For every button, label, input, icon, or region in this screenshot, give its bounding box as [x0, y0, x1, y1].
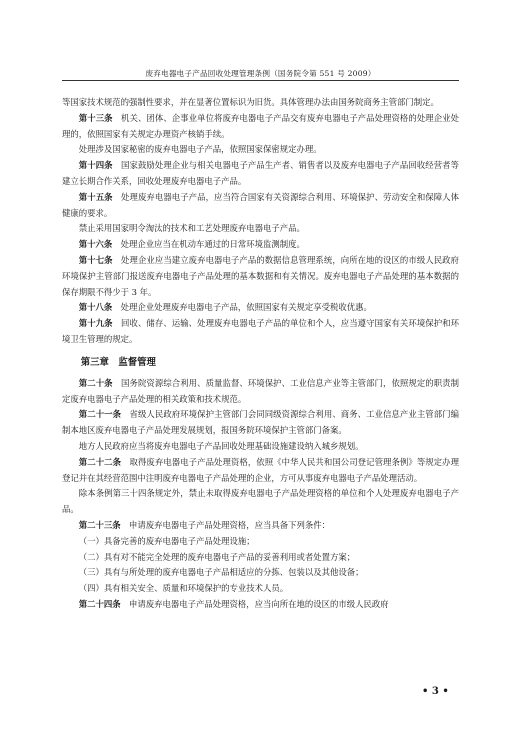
article-number: 第十六条	[78, 239, 113, 250]
header-title: 废弃电器电子产品回收处理管理条例	[145, 69, 271, 78]
chapter-title: 监督管理	[118, 356, 156, 368]
article-number: 第十九条	[78, 318, 113, 329]
article-number: 第十五条	[78, 191, 113, 202]
header-source: （国务院令第 551 号 2009）	[270, 69, 376, 78]
chapter-number: 第三章	[80, 356, 109, 368]
article-19: 第十九条 回收、储存、运输、处理废弃电器电子产品的单位和个人，应当遵守国家有关环境保护和环境卫生管理的规定。	[62, 318, 460, 344]
running-header	[62, 68, 459, 79]
article-14: 第十四条 国家鼓励处理企业与相关电器电子产品生产者、销售者以及废弃电器电子产品回收经营者等建立长期合作关系，回收处理废弃电器电子产品。	[62, 160, 460, 186]
article-13: 第十三条 机关、团体、企事业单位将废弃电器电子产品交有废弃电器电子产品处理资格的处理企业处理的，依照国家有关规定办理资产核销手续。	[62, 112, 460, 139]
list-item: （三）具有与所处理的废弃电器电子产品相适应的分拣、包装以及其他设备；	[78, 567, 364, 578]
list-item: （四）具有相关安全、质量和环境保护的专业技术人员。	[78, 583, 289, 594]
page-number: • 3 •	[422, 686, 449, 697]
article-number: 第十七条	[78, 254, 113, 265]
article-number: 第二十二条	[78, 456, 122, 467]
chapter-heading	[62, 354, 459, 372]
paragraph: 禁止采用国家明令淘汰的技术和工艺处理废弃电器电子产品。	[78, 223, 305, 234]
article-number: 第二十一条	[78, 409, 122, 420]
article-number: 第二十条	[78, 377, 113, 388]
article-number: 第二十四条	[78, 598, 121, 609]
article-15: 第十五条 处理废弃电器电子产品，应当符合国家有关资源综合利用、环境保护、劳动安全和保障人体健康的要求。	[62, 191, 460, 218]
list-item: （一）具备完善的废弃电器电子产品处理设施；	[78, 535, 255, 546]
paragraph: 除本条例第三十四条规定外，禁止未取得废弃电器电子产品处理资格的单位和个人处理废弃电器电子产品。	[62, 488, 459, 515]
article-17: 第十七条 处理企业应当建立废弃电器电子产品的数据信息管理系统，向所在地的设区的市级人民政府环境保护主管部门报送废弃电器电子产品处理的基本数据和有关情况。废弃电器电子产品处理的基本数据的保存期限不得少于 3 年。	[62, 254, 460, 297]
article-number: 第十八条	[78, 302, 113, 313]
article-number: 第十四条	[78, 160, 113, 171]
article-18: 第十八条 处理企业处理废弃电器电子产品，依照国家有关规定享受税收优惠。	[78, 302, 372, 313]
list-item: （二）具有对不能完全处理的废弃电器电子产品的妥善利用或者处置方案；	[78, 551, 356, 562]
article-23: 第二十三条 申请废弃电器电子产品处理资格，应当具备下列条件：	[78, 519, 331, 530]
paragraph: 地方人民政府应当将废弃电器电子产品回收处理基础设施建设纳入城乡规划。	[78, 440, 364, 451]
article-16: 第十六条 处理企业应当在机动车通过的日常环境监测制度。	[78, 239, 305, 250]
article-21: 第二十一条 省级人民政府环境保护主管部门会同同级资源综合利用、商务、工业信息产业主管部门编制本地区废弃电器电子产品处理发展规划，报国务院环境保护主管部门备案。	[62, 409, 460, 436]
article-number: 第十三条	[78, 112, 113, 123]
article-number: 第二十三条	[78, 519, 121, 530]
header-rule	[62, 80, 459, 81]
document-body	[62, 95, 459, 613]
paragraph: 处理涉及国家秘密的废弃电器电子产品，依照国家保密规定办理。	[78, 144, 322, 155]
article-22: 第二十二条 取得废弃电器电子产品处理资格，依照《中华人民共和国公司登记管理条例》等规定办理登记并在其经营范围中注明废弃电器电子产品处理的企业，方可从事废弃电器电子产品处理活动。	[62, 456, 460, 483]
paragraph: 等国家技术规范的强制性要求，并在显著位置标识为旧货。具体管理办法由国务院商务主管部门制定。	[62, 97, 439, 107]
article-24: 第二十四条 申请废弃电器电子产品处理资格，应当向所在地的设区的市级人民政府	[78, 598, 389, 609]
article-20: 第二十条 国务院资源综合利用、质量监督、环境保护、工业信息产业等主管部门，依照规定的职责制定废弃电器电子产品处理的相关政策和技术规范。	[62, 377, 460, 404]
